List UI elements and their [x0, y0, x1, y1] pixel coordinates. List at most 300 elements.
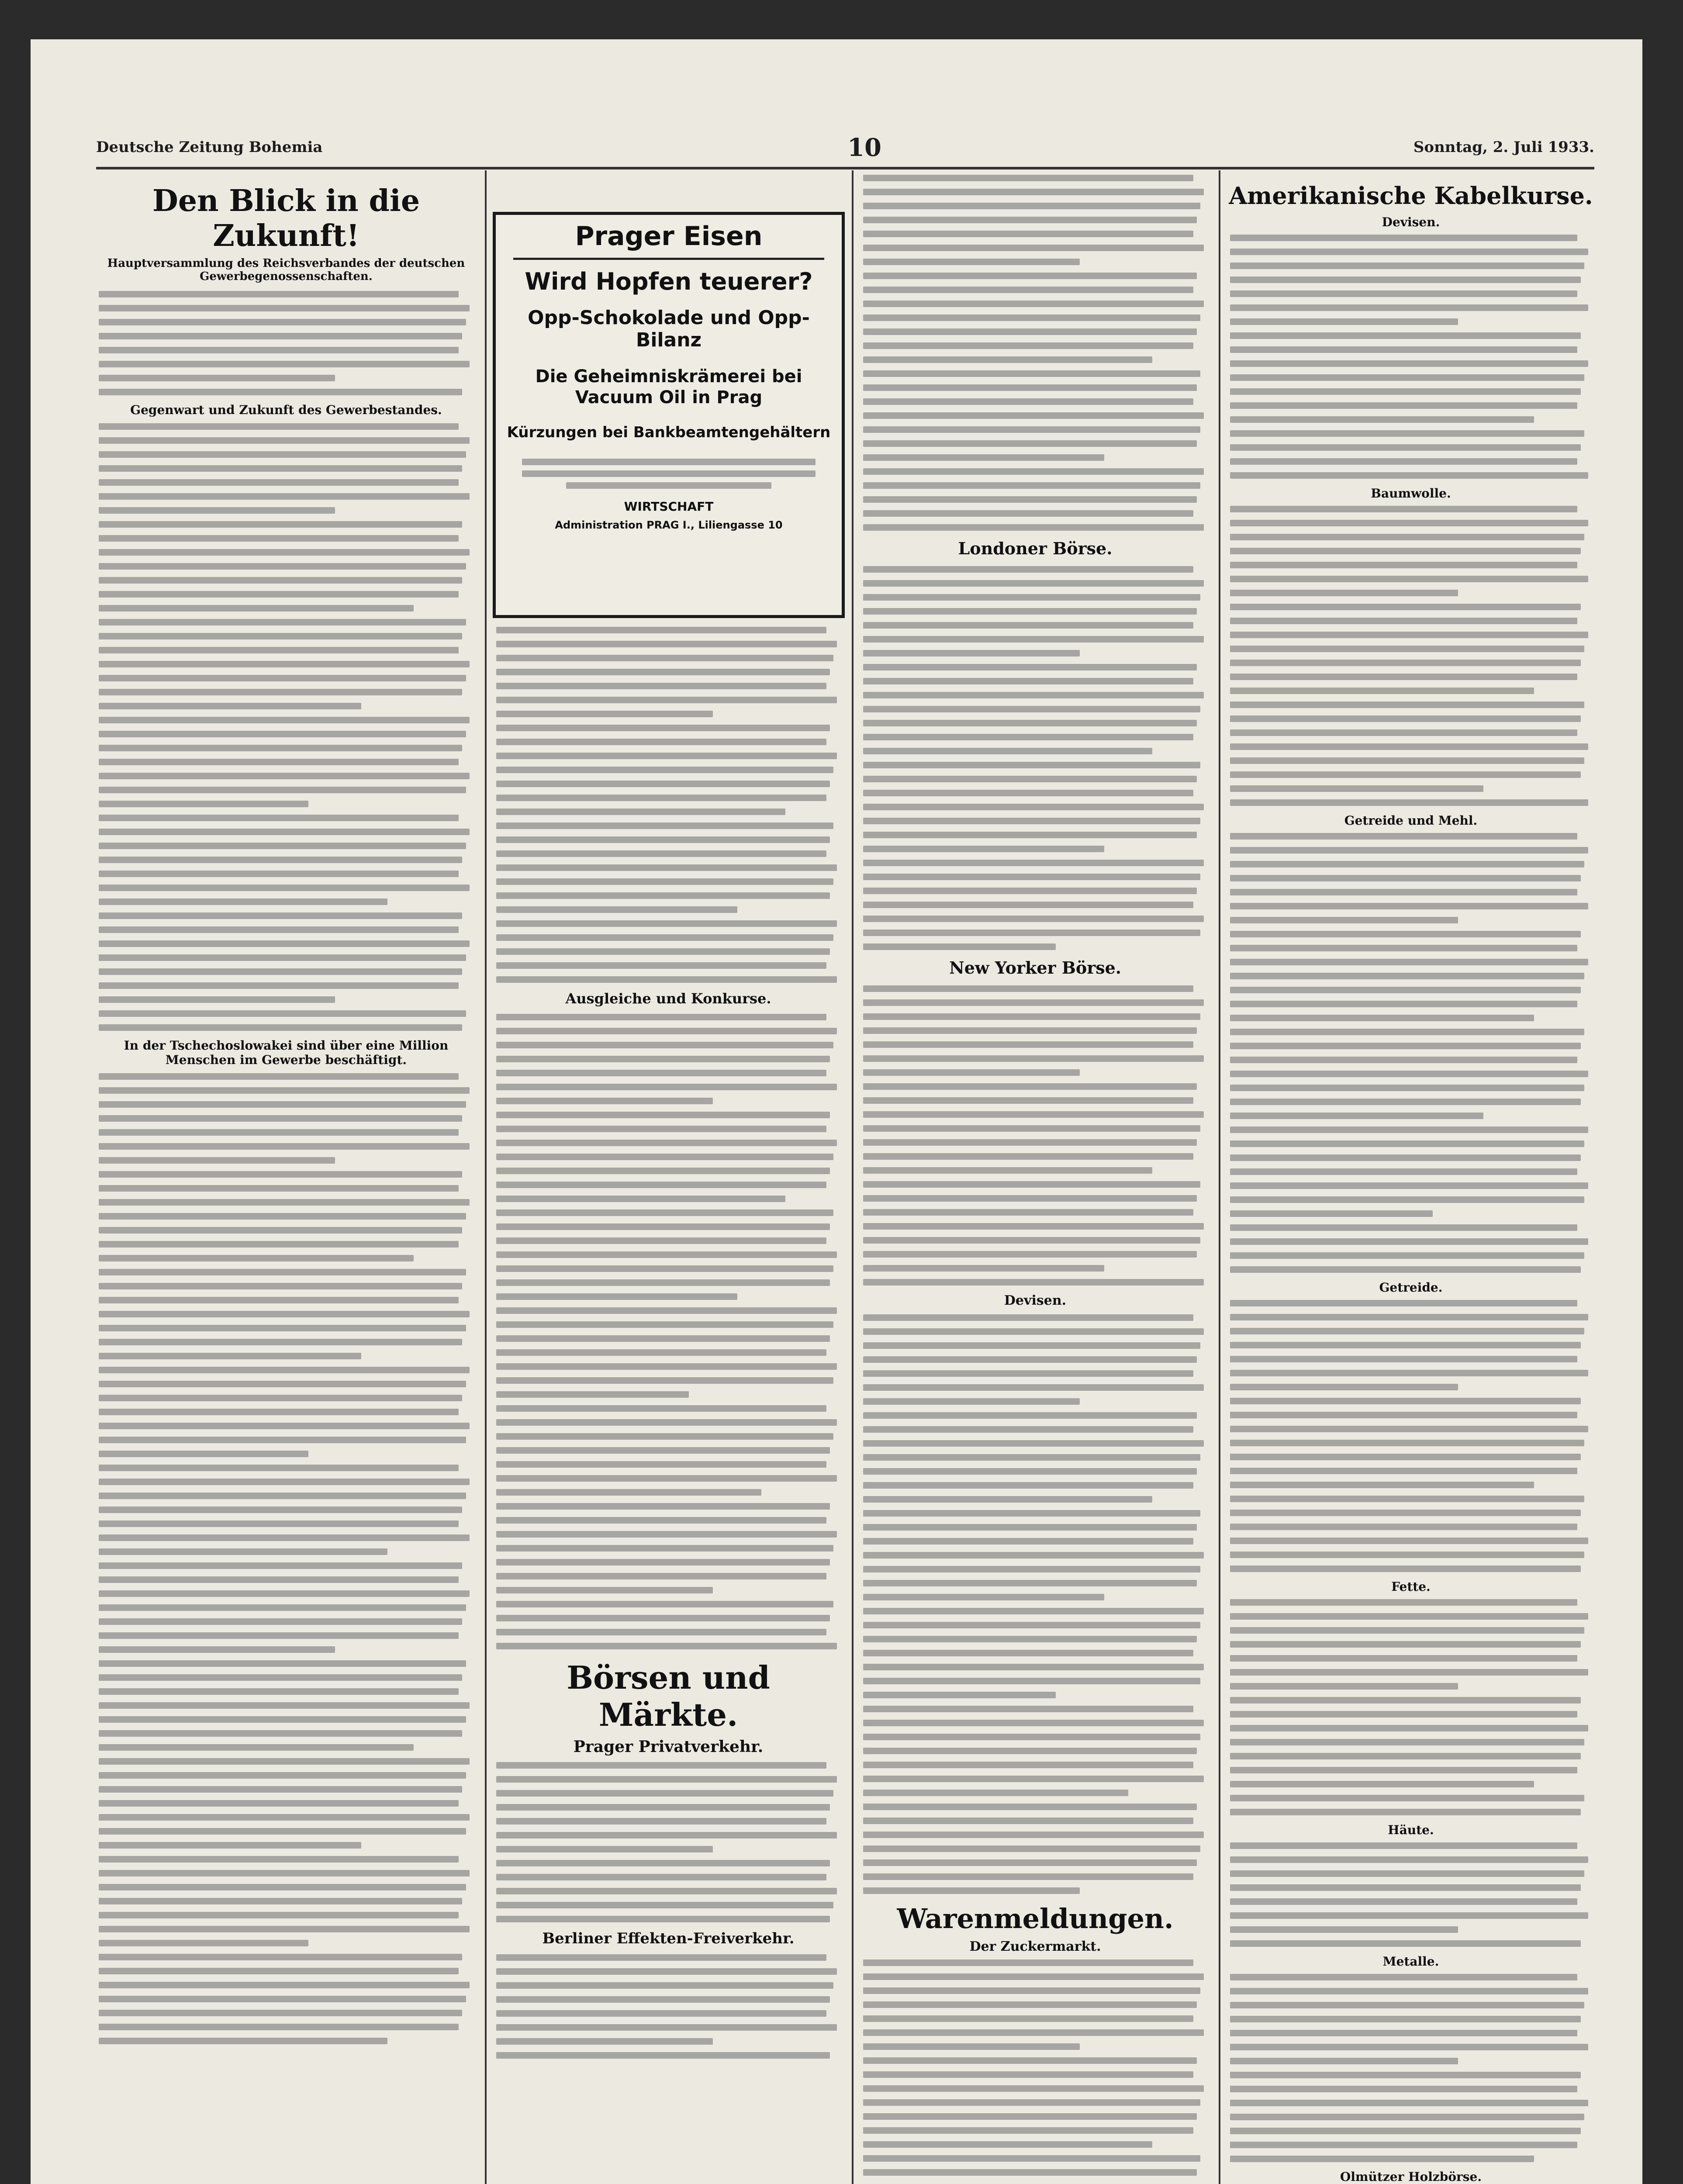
section-heading: Fette.	[1391, 1579, 1431, 1594]
text-line	[863, 1959, 1193, 1966]
text-line	[99, 1660, 466, 1667]
text-line	[496, 1112, 830, 1118]
text-line	[1230, 903, 1588, 909]
text-line	[863, 1125, 1200, 1132]
text-line	[496, 1028, 837, 1034]
text-line	[1230, 360, 1588, 367]
text-line	[99, 361, 470, 367]
text-line	[99, 1269, 466, 1275]
text-line	[1230, 715, 1581, 722]
text-line	[99, 1814, 470, 1821]
text-line	[99, 1842, 361, 1849]
text-line	[99, 1674, 462, 1681]
newspaper-page	[31, 39, 1642, 2184]
text-line	[863, 1887, 1080, 1894]
text-line	[863, 664, 1197, 670]
article-text	[96, 423, 476, 1031]
text-line	[496, 1307, 837, 1314]
text-line	[863, 818, 1200, 824]
text-line	[863, 804, 1204, 810]
text-line	[99, 591, 459, 598]
text-line	[99, 787, 466, 793]
text-line	[99, 479, 459, 486]
text-line	[1230, 1940, 1581, 1947]
text-line	[863, 1223, 1204, 1230]
text-line	[99, 1828, 466, 1835]
text-line	[1230, 1767, 1577, 1773]
text-line	[1230, 534, 1584, 540]
text-line	[1230, 1398, 1581, 1404]
section-heading: Getreide und Mehl.	[1344, 813, 1478, 828]
text-line	[863, 1973, 1204, 1980]
text-line	[99, 1227, 462, 1234]
text-line	[863, 943, 1056, 950]
text-line	[863, 1496, 1152, 1503]
text-line	[863, 1692, 1056, 1698]
text-line	[863, 1440, 1204, 1447]
text-line	[863, 2029, 1204, 2036]
text-line	[99, 1646, 335, 1653]
text-line	[99, 1283, 462, 1289]
text-line	[99, 1912, 459, 1918]
text-line	[1230, 374, 1584, 381]
text-line	[99, 291, 459, 297]
text-line	[99, 1073, 459, 1080]
text-line	[99, 996, 335, 1003]
text-line	[863, 1566, 1200, 1572]
text-line	[496, 1832, 837, 1838]
text-line	[863, 678, 1193, 684]
column-1	[96, 175, 476, 2184]
text-line	[496, 1902, 833, 1908]
text-line	[1230, 1300, 1577, 1306]
text-line	[496, 1615, 830, 1621]
text-line	[1230, 1266, 1581, 1273]
text-line	[863, 2057, 1197, 2064]
text-line	[863, 1384, 1204, 1391]
text-line	[863, 2169, 1197, 2176]
text-line	[863, 1734, 1200, 1740]
ad-small-text	[522, 459, 816, 489]
text-line	[99, 1423, 470, 1429]
text-line	[496, 1405, 826, 1412]
text-line	[496, 1996, 830, 2003]
section-heading: Der Zuckermarkt.	[969, 1939, 1101, 1954]
text-line	[496, 725, 830, 731]
text-line	[863, 1510, 1200, 1517]
section-heading: Devisen.	[1382, 215, 1440, 229]
running-header	[96, 133, 1594, 162]
text-line	[99, 940, 470, 947]
text-line	[863, 384, 1197, 391]
text-line	[1230, 1140, 1584, 1147]
text-line	[863, 1167, 1152, 1174]
text-line	[1230, 1683, 1458, 1690]
text-line	[1230, 2128, 1581, 2134]
text-line	[1230, 402, 1577, 409]
text-line	[863, 1279, 1204, 1286]
text-line	[99, 1786, 462, 1793]
text-line	[496, 1182, 826, 1188]
article-text	[1227, 1842, 1594, 1947]
text-line	[863, 1426, 1193, 1433]
article-text	[861, 566, 1210, 950]
text-line	[1230, 2156, 1534, 2162]
text-line	[1230, 959, 1588, 965]
text-line	[863, 1111, 1204, 1118]
text-line	[99, 1968, 459, 1974]
text-line	[863, 2099, 1200, 2106]
article-text	[861, 985, 1210, 1286]
text-line	[99, 1353, 361, 1359]
text-line	[99, 1115, 462, 1122]
text-line	[496, 976, 837, 983]
text-line	[496, 1531, 837, 1538]
text-line	[99, 1730, 462, 1737]
text-line	[863, 566, 1193, 573]
text-line	[99, 521, 462, 528]
text-line	[863, 1069, 1080, 1076]
text-line	[863, 594, 1200, 601]
text-line	[496, 1489, 761, 1496]
text-line	[496, 655, 833, 661]
text-line	[863, 1790, 1128, 1796]
text-line	[863, 999, 1204, 1006]
text-line	[863, 189, 1204, 195]
text-line	[1230, 1884, 1581, 1891]
text-line	[863, 776, 1197, 782]
text-line	[1230, 416, 1534, 423]
text-line	[863, 301, 1204, 307]
text-line	[496, 1377, 833, 1384]
text-line	[1230, 2002, 1584, 2008]
text-line	[99, 1884, 466, 1890]
text-line	[863, 2127, 1193, 2134]
text-line	[99, 898, 387, 905]
text-line	[1230, 646, 1584, 652]
text-line	[863, 888, 1197, 894]
text-line	[863, 1083, 1197, 1090]
text-line	[496, 1461, 826, 1468]
text-line	[99, 1898, 462, 1904]
section-heading: Getreide.	[1379, 1280, 1443, 1295]
text-line	[1230, 562, 1577, 568]
text-line	[496, 822, 833, 829]
text-line	[1230, 1168, 1577, 1175]
text-line	[1230, 729, 1577, 736]
text-line	[99, 1185, 459, 1192]
text-line	[99, 1087, 470, 1094]
text-line	[1230, 1071, 1588, 1077]
text-line	[496, 1643, 837, 1649]
text-line	[1230, 1988, 1588, 1994]
text-line	[863, 1845, 1200, 1852]
article-text	[494, 1014, 843, 1649]
text-line	[1230, 1252, 1584, 1259]
text-line	[99, 1772, 466, 1779]
text-line	[863, 2043, 1080, 2050]
text-line	[99, 549, 470, 556]
text-line	[1230, 1510, 1581, 1516]
text-line	[496, 1447, 830, 1454]
text-line	[496, 781, 830, 787]
text-line	[496, 934, 833, 941]
text-line	[99, 1143, 470, 1150]
text-line	[496, 948, 830, 955]
text-line	[1230, 1524, 1577, 1530]
text-line	[496, 1503, 830, 1510]
text-line	[863, 1748, 1197, 1754]
text-line	[863, 2085, 1204, 2092]
section-heading: Prager Privatverkehr.	[573, 1738, 764, 1756]
text-line	[99, 759, 459, 765]
text-line	[1230, 1015, 1534, 1021]
text-line	[99, 1562, 462, 1569]
text-line	[496, 2024, 837, 2031]
article-text	[1227, 1974, 1594, 2162]
text-line	[496, 892, 830, 899]
text-line	[496, 1126, 826, 1132]
text-line	[1230, 1711, 1577, 1717]
text-line	[99, 1982, 470, 1988]
text-line	[863, 356, 1152, 363]
text-line	[863, 217, 1197, 223]
text-line	[1230, 346, 1577, 353]
text-line	[496, 962, 826, 969]
text-line	[99, 1010, 466, 1017]
prager-eisen-advertisement	[493, 212, 845, 618]
section-heading: Gegenwart und Zukunft des Gewerbestandes.	[130, 403, 442, 417]
text-line	[1230, 1739, 1584, 1745]
text-line	[1230, 743, 1588, 750]
text-line	[496, 1762, 826, 1769]
text-line	[1230, 2044, 1588, 2050]
text-line	[99, 912, 462, 919]
text-line	[1230, 1697, 1581, 1704]
text-line	[1230, 1627, 1584, 1634]
text-line	[99, 647, 459, 653]
text-line	[99, 1129, 459, 1136]
text-line	[99, 982, 459, 989]
text-line	[99, 347, 459, 353]
text-line	[496, 850, 826, 857]
text-line	[1230, 1440, 1584, 1446]
text-line	[99, 801, 308, 807]
article-text	[494, 1762, 843, 1922]
text-line	[496, 1587, 713, 1593]
text-line	[99, 1171, 462, 1178]
text-line	[99, 333, 462, 339]
text-line	[496, 1140, 837, 1146]
text-line	[1230, 318, 1458, 325]
text-line	[1230, 931, 1581, 937]
text-line	[863, 482, 1200, 489]
text-line	[863, 1678, 1200, 1684]
text-line	[1230, 2058, 1458, 2064]
text-line	[496, 1559, 830, 1565]
text-line	[496, 1084, 837, 1090]
text-line	[1230, 945, 1577, 951]
text-line	[496, 2038, 713, 2045]
text-line	[1230, 506, 1577, 512]
text-line	[99, 1534, 470, 1541]
text-line	[1230, 1655, 1577, 1662]
text-line	[99, 1311, 470, 1317]
text-line	[863, 1804, 1197, 1810]
text-line	[99, 1758, 470, 1765]
text-line	[863, 734, 1193, 740]
ad-line: Kürzungen bei Bankbeamtengehältern	[507, 424, 831, 441]
text-line	[863, 1041, 1193, 1048]
text-line	[99, 1213, 466, 1220]
text-line	[863, 1832, 1204, 1838]
text-line	[863, 1776, 1204, 1782]
text-line	[1230, 1210, 1433, 1217]
header-rule	[96, 167, 1594, 169]
section-heading: New Yorker Börse.	[949, 958, 1122, 978]
text-line	[863, 1454, 1200, 1461]
text-line	[863, 1552, 1204, 1559]
text-line	[99, 885, 470, 891]
section-heading: Metalle.	[1382, 1954, 1439, 1969]
text-line	[863, 398, 1193, 405]
column-rule-2	[852, 170, 854, 2184]
text-line	[863, 1720, 1204, 1726]
text-line	[496, 1391, 689, 1398]
text-line	[99, 926, 459, 933]
text-line	[99, 703, 361, 709]
text-line	[1230, 1599, 1577, 1606]
subheadline: Hauptversammlung des Reichsverbandes der deutschen Gewerbegenossenschaften.	[107, 257, 465, 283]
text-line	[1230, 1613, 1588, 1620]
text-line	[99, 1996, 466, 2002]
text-line	[863, 1706, 1193, 1712]
text-line	[496, 1629, 826, 1635]
text-line	[863, 1251, 1197, 1258]
text-line	[1230, 1565, 1581, 1572]
section-heading: Berliner Effekten-Freiverkehr.	[542, 1930, 795, 1947]
text-line	[1230, 1370, 1588, 1376]
text-line	[496, 1804, 830, 1811]
text-line	[496, 1042, 833, 1048]
text-line	[1230, 1468, 1577, 1474]
text-line	[99, 815, 459, 821]
text-line	[863, 1482, 1193, 1489]
text-line	[1230, 332, 1581, 339]
text-line	[1230, 1753, 1581, 1759]
text-line	[1230, 757, 1584, 764]
text-line	[99, 1744, 414, 1751]
text-line	[99, 1688, 459, 1695]
text-line	[1230, 785, 1483, 792]
text-line	[863, 916, 1204, 922]
headline-amerikanische-kabelkurse: Amerikanische Kabelkurse.	[1229, 182, 1593, 210]
text-line	[1230, 2072, 1581, 2078]
text-line	[1230, 290, 1577, 297]
text-line	[1230, 1342, 1581, 1348]
text-line	[863, 175, 1193, 181]
text-line	[863, 1265, 1104, 1272]
text-line	[99, 1590, 470, 1597]
article-text	[861, 1314, 1210, 1894]
section-heading: Ausgleiche und Konkurse.	[565, 990, 771, 1007]
article-text	[96, 1073, 476, 2044]
headline-blick-in-die-zukunft: Den Blick in die Zukunft!	[152, 183, 420, 253]
text-line	[1230, 249, 1588, 255]
text-line	[1230, 1127, 1588, 1133]
text-line	[1230, 1725, 1588, 1731]
text-line	[1230, 618, 1577, 624]
text-line	[99, 1702, 470, 1709]
text-line	[1230, 2100, 1588, 2106]
text-line	[863, 650, 1080, 657]
text-line	[496, 1475, 837, 1482]
text-line	[496, 767, 833, 773]
text-line	[863, 1650, 1193, 1656]
text-line	[863, 902, 1193, 908]
section-heading: Londoner Börse.	[958, 539, 1113, 558]
text-line	[496, 1790, 833, 1797]
text-line	[1230, 1795, 1584, 1801]
text-line	[1230, 590, 1458, 596]
text-line	[496, 753, 837, 759]
text-line	[99, 1548, 387, 1555]
text-line	[1230, 847, 1588, 854]
article-text	[1227, 1300, 1594, 1572]
column-3	[861, 175, 1210, 2184]
text-line	[863, 1622, 1200, 1628]
text-line	[99, 493, 470, 500]
text-line	[99, 375, 335, 381]
text-line	[863, 1328, 1204, 1335]
text-line	[863, 1873, 1193, 1880]
text-line	[99, 507, 335, 514]
text-line	[1230, 702, 1584, 708]
column-2	[494, 627, 843, 2184]
text-line	[99, 843, 466, 849]
text-line	[99, 1381, 466, 1387]
text-line	[99, 829, 470, 835]
text-line	[1230, 263, 1584, 269]
section-heading: Olmützer Holzbörse.	[1340, 2170, 1482, 2184]
text-line	[1230, 604, 1581, 610]
text-line	[863, 510, 1193, 517]
text-line	[99, 423, 459, 430]
text-line	[496, 795, 826, 801]
text-line	[1230, 1057, 1577, 1063]
text-line	[496, 1237, 826, 1244]
text-line	[863, 1342, 1200, 1349]
article-text	[1227, 235, 1594, 479]
text-line	[99, 633, 462, 639]
text-line	[99, 451, 466, 458]
text-line	[863, 706, 1200, 712]
text-line	[1230, 1154, 1581, 1161]
text-line	[863, 1664, 1204, 1670]
text-line	[99, 689, 462, 695]
text-line	[863, 930, 1200, 936]
text-line	[496, 1363, 837, 1370]
text-line	[863, 1538, 1193, 1545]
text-line	[863, 1818, 1193, 1824]
text-line	[1230, 1856, 1588, 1863]
text-line	[863, 762, 1200, 768]
text-line	[496, 1321, 833, 1328]
price-table	[861, 1959, 1210, 2176]
text-line	[1230, 2086, 1577, 2092]
text-line	[496, 1349, 826, 1356]
text-line	[1230, 576, 1588, 582]
